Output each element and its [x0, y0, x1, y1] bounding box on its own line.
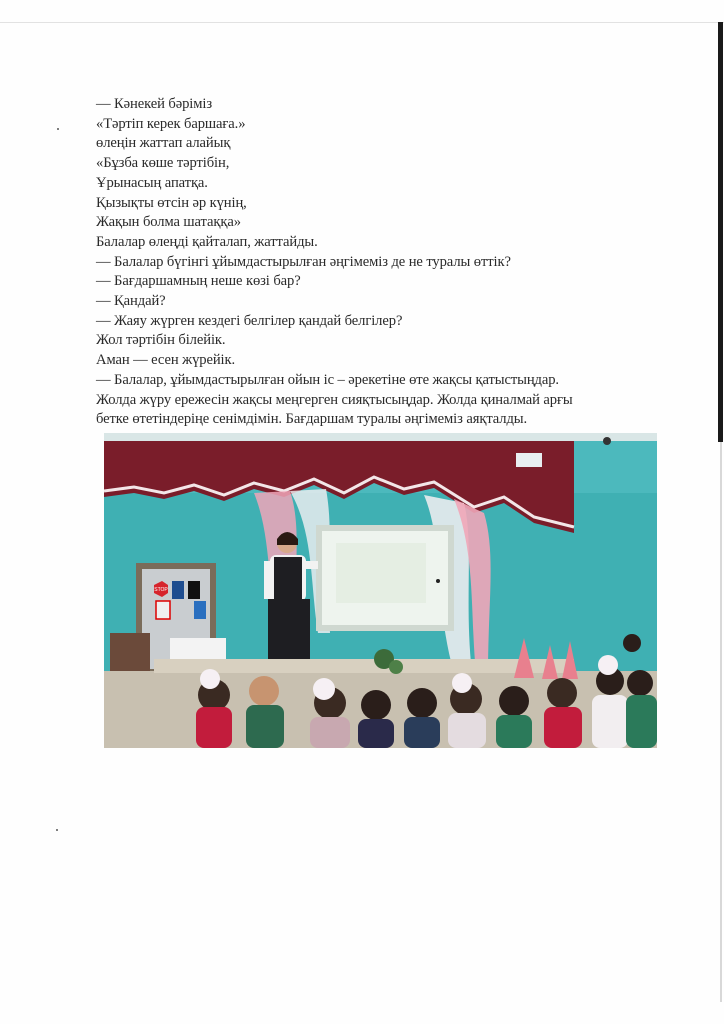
- scan-speck: [56, 829, 58, 831]
- text-line: бетке өтетіндеріңе сенімдімін. Бағдаршам туралы әңгімеміз аяқталды.: [96, 411, 528, 428]
- text-line: Аман — есен жүрейік.: [96, 352, 236, 369]
- text-line: Қызықты өтсін әр күнің,: [96, 194, 247, 211]
- text-line: — Бағдаршамның неше көзі бар?: [96, 273, 301, 290]
- scan-speck: [57, 128, 59, 130]
- scan-top-edge: [0, 22, 724, 23]
- teacher-vest: [274, 557, 302, 601]
- text-line: — Жаяу жүрген кездегі белгілер қандай белгілер?: [96, 312, 403, 329]
- scan-right-edge: [718, 22, 723, 442]
- text-line: Балалар өлеңді қайталап, жаттайды.: [96, 233, 318, 250]
- scan-right-edge-lower: [720, 442, 722, 1002]
- text-line: — Балалар, ұйымдастырылған ойын іс – әрекетіне өте жақсы қатыстыңдар.: [96, 371, 559, 388]
- stop-sign-label: STOP: [154, 587, 168, 593]
- text-line: — Кәнекей бәріміз: [96, 96, 213, 112]
- text-line: «Бұзба көше тәртібін,: [96, 155, 230, 172]
- text-line: Жақын болма шатаққа»: [96, 214, 241, 231]
- classroom-illustration: [104, 433, 657, 748]
- text-line: Ұрынасың апатқа.: [96, 174, 208, 191]
- text-line: өлеңін жаттап алайық: [96, 135, 231, 152]
- classroom-photo: [104, 433, 657, 748]
- text-line: «Тәртіп керек баршаға.»: [96, 115, 246, 132]
- document-text: [96, 95, 676, 430]
- text-line: — Балалар бүгінгі ұйымдастырылған әңгімеміз де не туралы өттік?: [96, 253, 511, 270]
- text-line: — Қандай?: [96, 293, 166, 310]
- text-line: Жолда жүру ережесін жақсы меңгерген сияқтысыңдар. Жолда қиналмай арғы: [96, 391, 573, 408]
- text-line: Жол тәртібін білейік.: [96, 332, 226, 349]
